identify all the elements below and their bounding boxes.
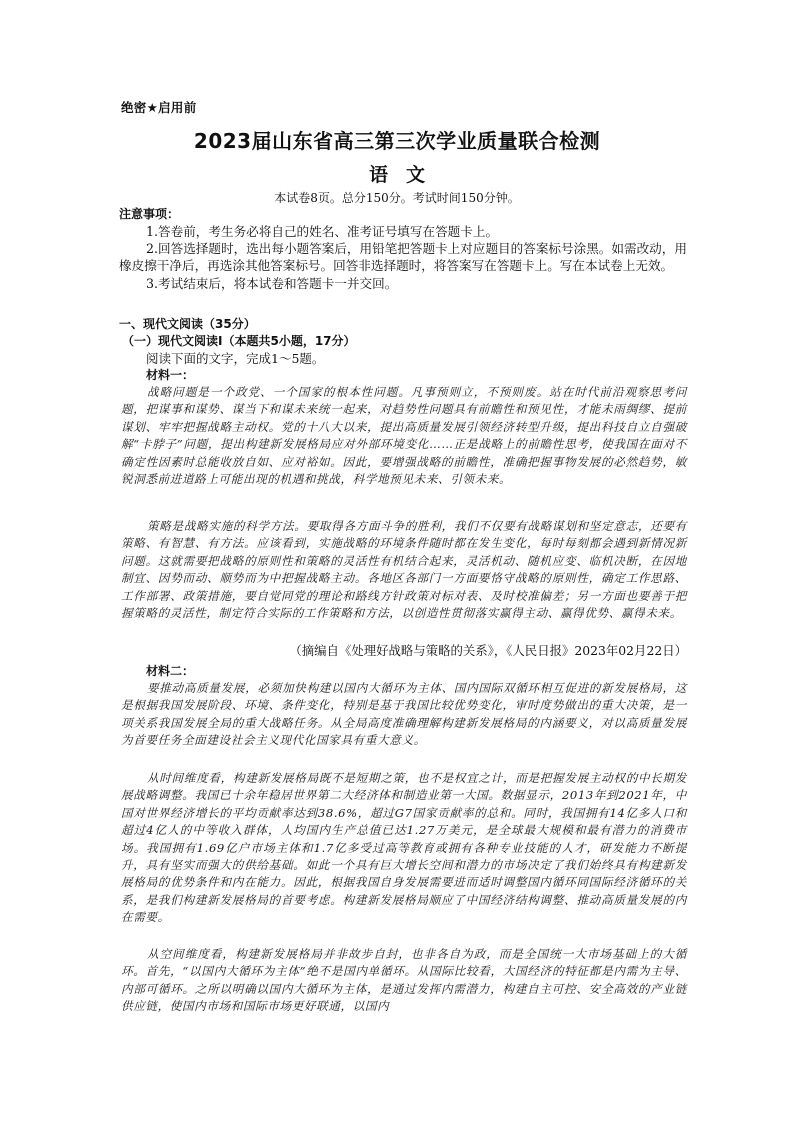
exam-title: 2023届山东省高三第三次学业质量联合检测 [193, 129, 601, 153]
material-paragraph: 战略问题是一个政党、一个国家的根本性问题。凡事预则立，不预则废。站在时代前沿观察思考问题，把谋事和谋势、谋当下和谋未来统一起来，对趋势性问题具有前瞻性和预见性，才能未雨绸缪、提前谋划、牢牢把握战略主动权。党的十八大以来，提出高质量发展引领经济转型升级，提出科技自立自强破解“卡脖子”问题，提出构建新发展格局应对外部环境变化……正是战略上的前瞻性思考，使我国在面对不确定性因素时总能收放自如、应对裕如。因此，要增强战略的前瞻性，准确把握事物发展的必然趋势，敏锐洞悉前进道路上可能出现的机遇和挑战，科学地预见未来、引领未来。 [121, 385, 687, 487]
material-paragraph: 要推动高质量发展，必须加快构建以国内大循环为主体、国内国际双循环相互促进的新发展格局，这是根据我国发展阶段、环境、条件变化，特别是基于我国比较优势变化，审时度势做出的重大决策，是一项关系我国发展全局的重大战略任务。从全局高度准确理解构建新发展格局的内涵要义，对以高质量发展为首要任务全面建设社会主义现代化国家具有重大意义。 [121, 681, 687, 748]
note-item: 1.答卷前，考生务必将自己的姓名、准考证号填写在答题卡上。 [146, 224, 499, 239]
material-source: （摘编自《处理好战略与策略的关系》，《人民日报》2023年02月22日） [289, 643, 687, 658]
material-label: 材料一： [146, 368, 195, 382]
material-label: 材料二： [146, 664, 195, 678]
subject-title: 语文 [368, 164, 443, 186]
notes-list [119, 223, 687, 292]
material-paragraph: 从时间维度看，构建新发展格局既不是短期之策，也不是权宜之计，而是把握发展主动权的中长期发展战略调整。我国已十余年稳居世界第二大经济体和制造业第一大国。数据显示，2013年到2021年，中国对世界经济增长的平均贡献率达到38.6%，超过G7国家贡献率的总和。同时，我国拥有14亿多人口和超过4亿人的中等收入群体，人均国内生产总值已达1.27万美元，是全球最大规模和最有潜力的消费市场。我国拥有1.69亿户市场主体和1.7亿多受过高等教育或拥有各种专业技能的人才，研发能力不断提升，具有坚实而强大的供给基础。如此一个具有巨大增长空间和潜力的市场决定了我们始终具有构建新发展格局的优势条件和内在能力。因此，根据我国自身发展需要进而适时调整国内循环同国际经济循环的关系，是我们构建新发展格局的首要考虑。构建新发展格局顺应了中国经济结构调整、推动高质量发展的内在需要。 [121, 771, 687, 925]
material-paragraph: 从空间维度看，构建新发展格局并非故步自封，也非各自为政，而是全国统一大市场基础上的大循环。首先，“以国内大循环为主体”绝不是国内单循环。从国际比较看，大国经济的特征都是内需为主导、内部可循环。之所以明确以国内大循环为主体，是通过发挥内需潜力，构建自主可控、安全高效的产业链供应链，使国内市场和国际市场更好联通，以国内 [121, 947, 687, 1014]
note-item: 2.回答选择题时，选出每小题答案后，用铅笔把答题卡上对应题目的答案标号涂黑。如需改动，用橡皮擦干净后，再选涂其他答案标号。回答非选择题时，将答案写在答题卡上。写在本试卷上无效。 [119, 241, 687, 274]
notes-heading: 注意事项： [119, 207, 180, 221]
reading-instruction: 阅读下面的文字，完成1～5题。 [146, 351, 325, 366]
subsection-heading: （一）现代文阅读Ⅰ（本题共5小题，17分） [122, 334, 356, 348]
exam-meta: 本试卷8页。总分150分。考试时间150分钟。 [274, 191, 520, 205]
material-paragraph: 策略是战略实施的科学方法。要取得各方面斗争的胜利，我们不仅要有战略谋划和坚定意志，还要有策略、有智慧、有方法。应该看到，实施战略的环境条件随时都在发生变化，每时每刻都会遇到新情况新问题。这就需要把战略的原则性和策略的灵活性有机结合起来，灵活机动、随机应变、临机决断，在因地制宜、因势而动、顺势而为中把握战略主动。各地区各部门一方面要恪守战略的原则性，确定工作思路、工作部署、政策措施，要自觉同党的理论和路线方针政策对标对表、及时校准偏差；另一方面也要善于把握策略的灵活性，制定符合实际的工作策略和方法，以创造性贯彻落实赢得主动、赢得优势、赢得未来。 [121, 519, 687, 621]
confidential-mark: 绝密★启用前 [121, 100, 197, 115]
note-item: 3.考试结束后，将本试卷和答题卡一并交回。 [146, 275, 398, 291]
section-heading: 一、现代文阅读（35分） [119, 317, 256, 331]
